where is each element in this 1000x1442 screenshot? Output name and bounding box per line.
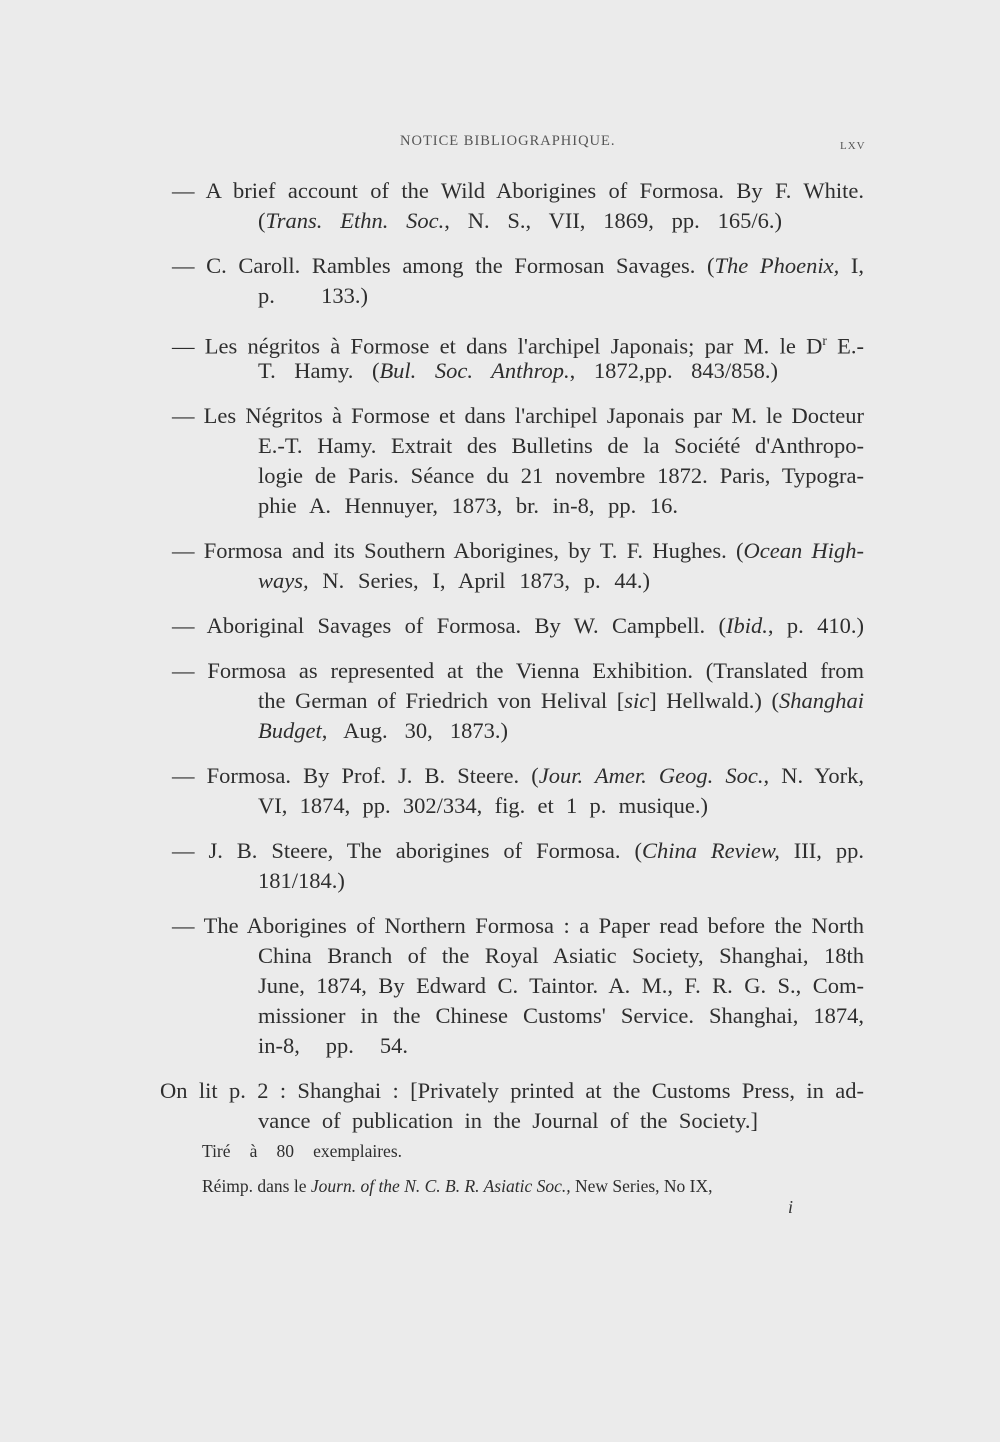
text-line	[258, 491, 678, 521]
text-line	[258, 1031, 408, 1061]
text-run: — A brief account of the Wild Aborigines of Formosa. By F. White.	[172, 178, 864, 203]
text-run: the German of Friedrich von Helival [	[258, 688, 625, 713]
text-run: r	[822, 333, 827, 348]
italic-text: Journ. of the N. C. B. R. Asiatic Soc.,	[310, 1176, 571, 1196]
text-line	[258, 281, 368, 311]
text-line	[172, 251, 864, 281]
signature-mark: i	[788, 1197, 794, 1217]
text-line	[172, 536, 864, 566]
text-line	[172, 836, 864, 866]
text-run: June, 1874, By Edward C. Taintor. A. M., F. R. G. S., Com-	[258, 973, 864, 998]
text-run: Tiré à 80 exemplaires.	[202, 1141, 402, 1161]
text-run: — The Aborigines of Northern Formosa : a Paper read before the North	[172, 913, 864, 938]
text-run: , p. 410.)	[767, 613, 864, 638]
text-run: vance of publication in the Journal of the Society.]	[258, 1108, 758, 1133]
italic-text: Trans. Ethn. Soc.	[265, 208, 445, 233]
text-line	[258, 971, 864, 1001]
text-line	[258, 941, 864, 971]
italic-text: Bul. Soc. Anthrop.	[379, 358, 570, 383]
text-line	[202, 1139, 402, 1163]
text-run: , N. S., VII, 1869, pp. 165/6.)	[444, 208, 782, 233]
text-run: III, pp.	[779, 838, 864, 863]
text-line	[172, 176, 864, 206]
text-line	[172, 761, 864, 791]
text-line	[258, 716, 508, 746]
text-run: New Series, No IX,	[570, 1176, 713, 1196]
italic-text: The Phoenix,	[714, 253, 840, 278]
text-run: E.-T. Hamy. Extrait des Bulletins de la Société d'Anthropo-	[258, 433, 864, 458]
text-run: (	[258, 208, 266, 233]
text-run: , Aug. 30, 1873.)	[321, 718, 508, 743]
text-run: — Les négritos à Formose et dans l'archipel Japonais; par M. le D	[172, 333, 823, 359]
italic-text: Ocean High-	[743, 538, 864, 563]
text-run: , 1872,pp. 843/858.)	[569, 358, 778, 383]
text-line	[258, 1001, 864, 1031]
italic-text: Ibid.	[725, 613, 768, 638]
italic-text: China Review,	[641, 838, 780, 863]
text-run: — C. Caroll. Rambles among the Formosan Savages. (	[172, 253, 715, 278]
text-run: E.-	[826, 333, 864, 359]
italic-text: Budget	[258, 718, 322, 743]
text-line	[258, 461, 864, 491]
text-line	[258, 431, 864, 461]
text-line	[172, 911, 864, 941]
text-line	[258, 866, 345, 896]
text-run: logie de Paris. Séance du 21 novembre 1872. Paris, Typogra-	[258, 463, 864, 488]
text-run: VI, 1874, pp. 302/334, fig. et 1 p. musique.)	[258, 793, 708, 818]
text-run: On lit p. 2 : Shanghai : [Privately printed at the Customs Press, in ad-	[160, 1078, 864, 1103]
text-run: — J. B. Steere, The aborigines of Formosa. (	[172, 838, 642, 863]
text-line	[258, 356, 778, 386]
text-run: — Aboriginal Savages of Formosa. By W. Campbell. (	[172, 613, 726, 638]
italic-text: Jour. Amer. Geog. Soc.	[538, 763, 764, 788]
text-line	[258, 1106, 758, 1136]
running-head: NOTICE BIBLIOGRAPHIQUE.	[400, 133, 616, 149]
text-run: , N. York,	[763, 763, 865, 788]
text-line	[258, 791, 708, 821]
text-line	[258, 206, 782, 236]
text-run: 181/184.)	[258, 868, 345, 893]
text-run: — Les Négritos à Formose et dans l'archipel Japonais par M. le Docteur	[172, 403, 864, 428]
page-number: LXV	[840, 140, 866, 152]
text-line	[172, 656, 864, 686]
text-line	[202, 1174, 713, 1198]
text-run: in-8, pp. 54.	[258, 1033, 408, 1058]
text-line	[258, 566, 650, 596]
text-run: I,	[839, 253, 864, 278]
text-run: ] Hellwald.) (	[649, 688, 779, 713]
text-run: — Formosa and its Southern Aborigines, by T. F. Hughes. (	[172, 538, 744, 563]
italic-text: Shanghai	[779, 688, 865, 713]
text-run: T. Hamy. (	[258, 358, 380, 383]
text-run: p. 133.)	[258, 283, 368, 308]
text-line	[160, 1076, 864, 1106]
text-line	[172, 401, 864, 431]
text-run: missioner in the Chinese Customs' Service. Shanghai, 1874,	[258, 1003, 864, 1028]
italic-text: ways,	[258, 568, 309, 593]
text-run: N. Series, I, April 1873, p. 44.)	[308, 568, 650, 593]
text-run: — Formosa. By Prof. J. B. Steere. (	[172, 763, 539, 788]
text-line	[258, 686, 864, 716]
italic-text: sic	[624, 688, 650, 713]
text-run: phie A. Hennuyer, 1873, br. in-8, pp. 16.	[258, 493, 678, 518]
text-run: China Branch of the Royal Asiatic Society, Shanghai, 18th	[258, 943, 864, 968]
text-line	[172, 611, 864, 641]
text-run: Réimp. dans le	[202, 1176, 311, 1196]
text-run: — Formosa as represented at the Vienna Exhibition. (Translated from	[172, 658, 864, 683]
